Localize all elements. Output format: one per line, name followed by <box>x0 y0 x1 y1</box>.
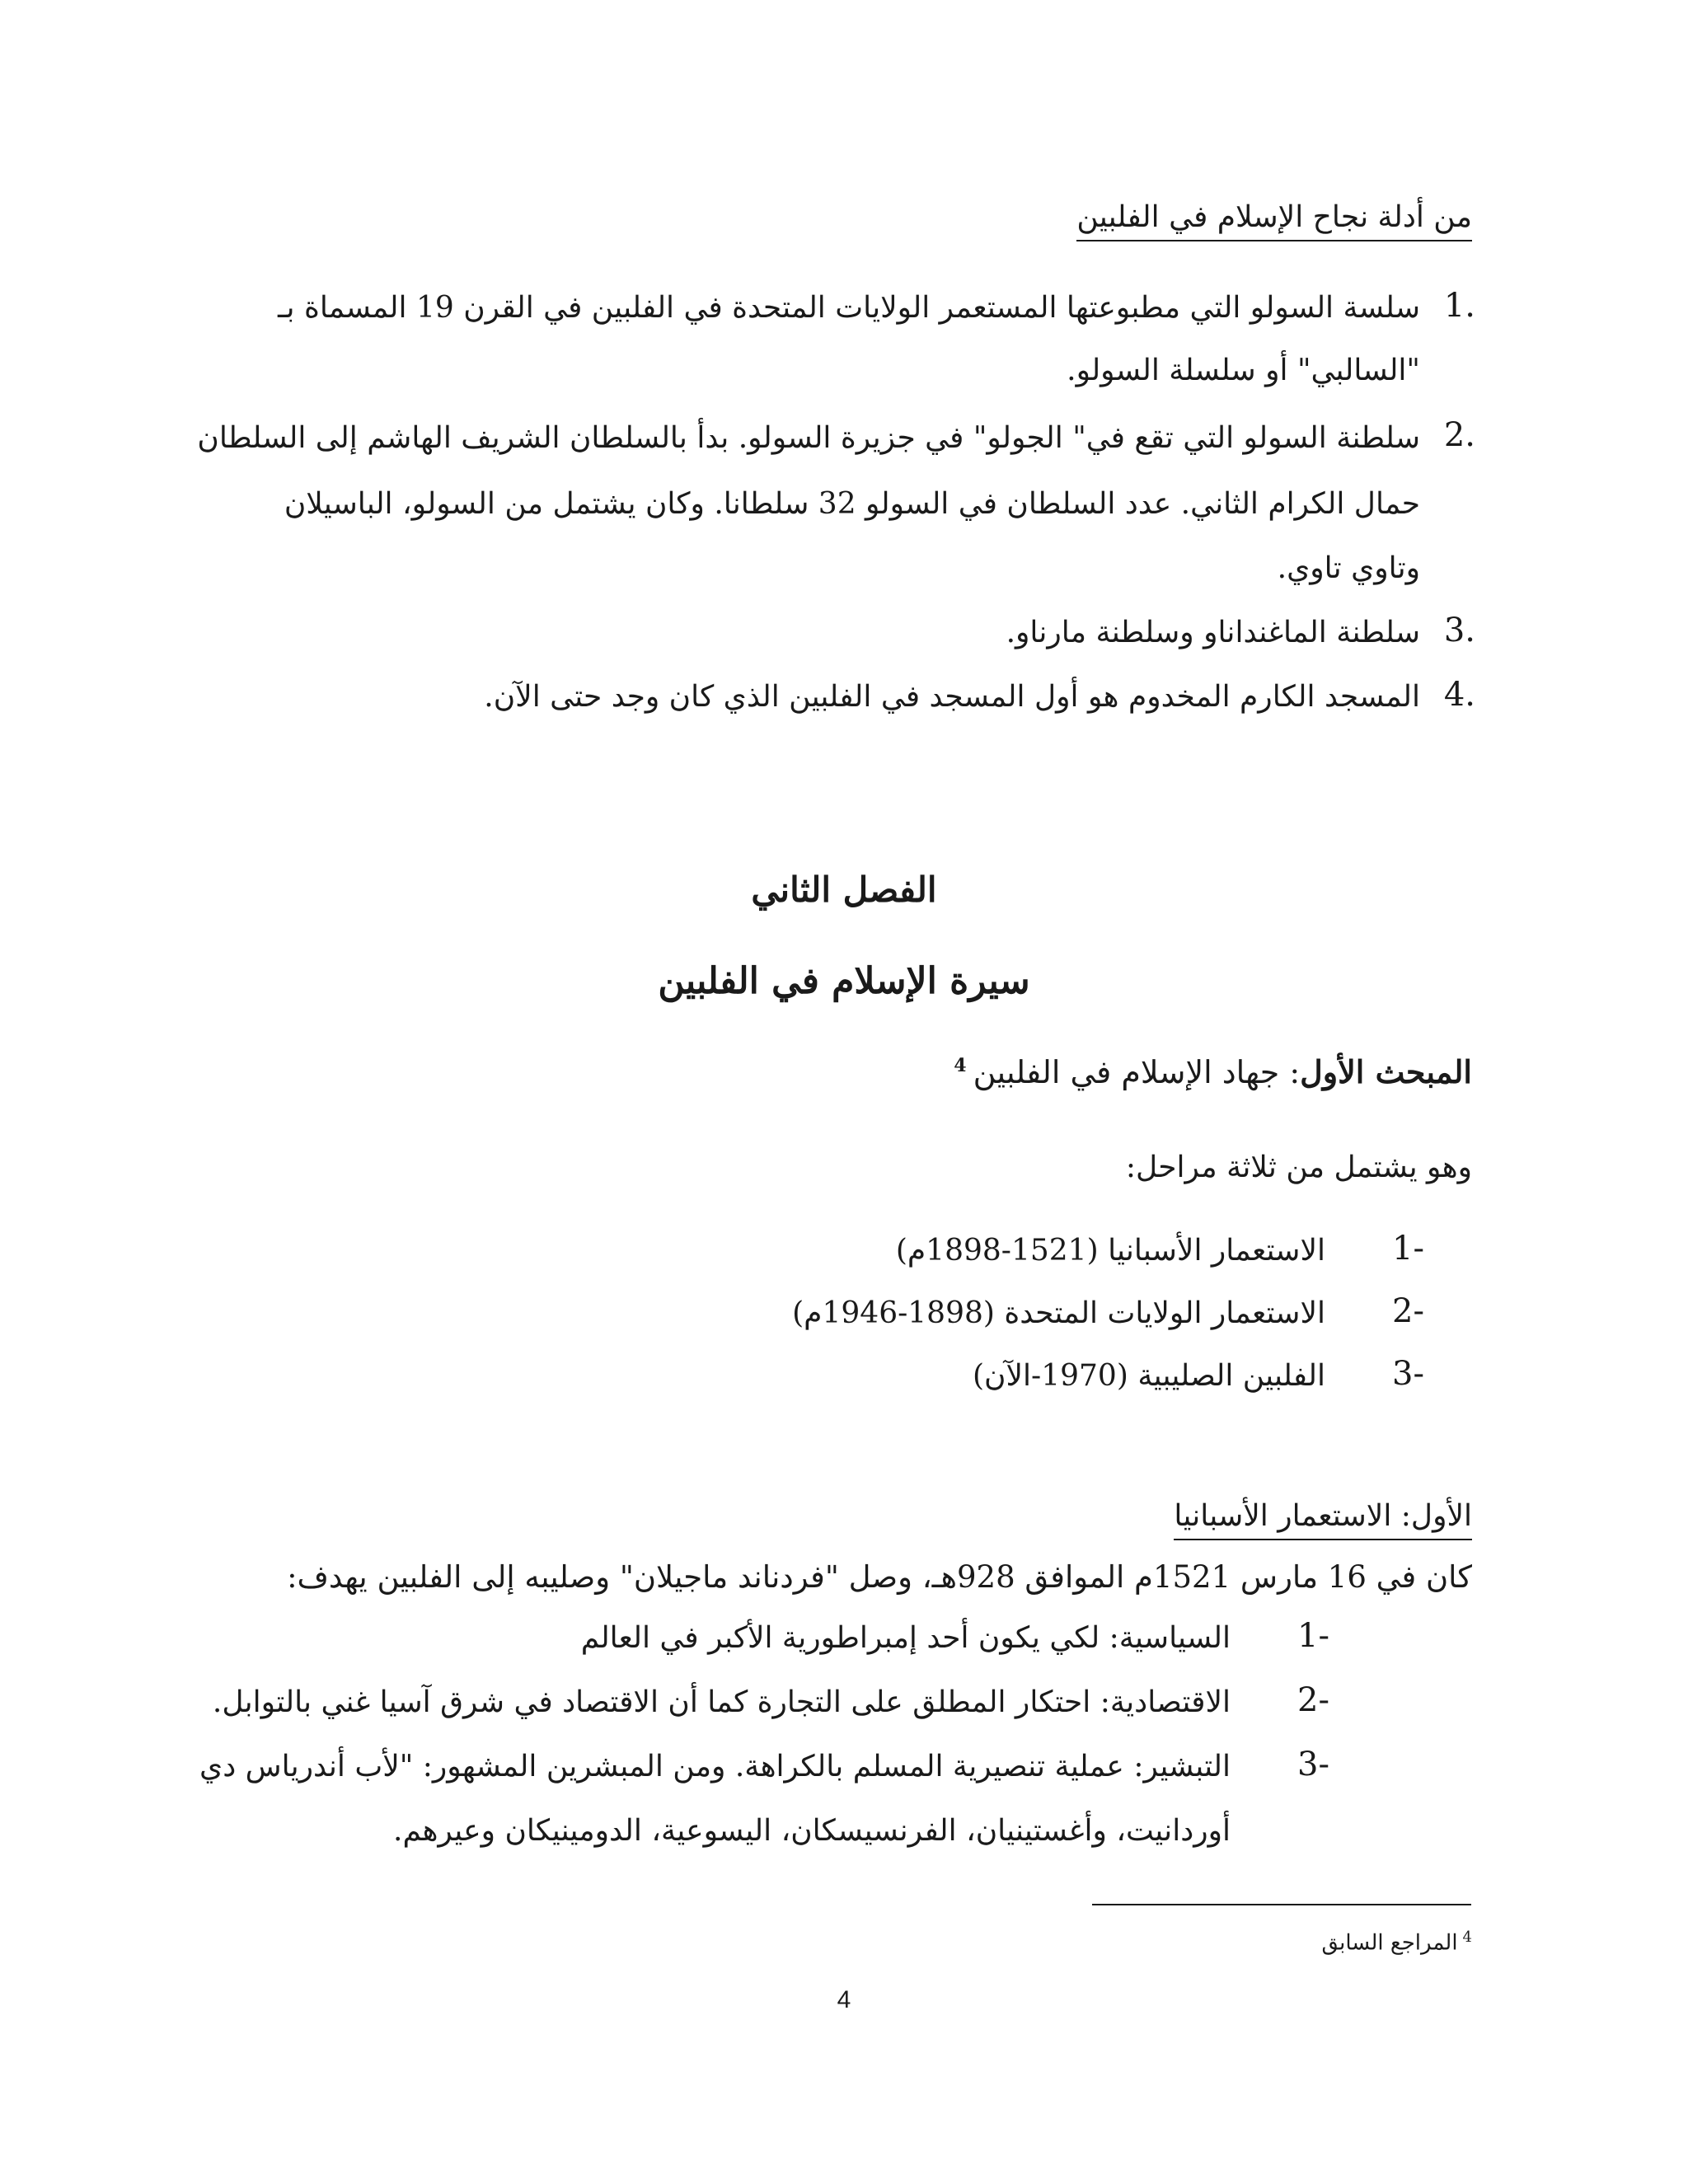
list-item-text: الفلبين الصليبية (1970-الآن) <box>973 1359 1325 1393</box>
list-item-text: الاستعمار الولايات المتحدة (1898-1946م) <box>792 1296 1325 1330</box>
subsection-title: الأول: الاستعمار الأسبانيا <box>1174 1498 1472 1540</box>
page-header: من أدلة نجاح الإسلام في الفلبين <box>1076 199 1472 241</box>
list-item-line: حمال الكرام الثاني. عدد السلطان في السولو 32 سلطانا. وكان يشتمل من السولو، الباسيلان <box>284 487 1420 521</box>
list-item-text: الاستعمار الأسبانيا (1521-1898م) <box>895 1234 1325 1268</box>
section-heading <box>954 1053 1472 1090</box>
list-item-line: وتاوي تاوي. <box>1277 551 1420 585</box>
list-item-line: التبشير: عملية تنصيرية المسلم بالكراهة. ومن المبشرين المشهور: "لأب أندرياس دي <box>199 1750 1231 1783</box>
page-number: 4 <box>837 1986 851 2013</box>
list-item-line: أوردانيت، وأغستينيان، الفرنسيسكان، اليسوعية، الدومينيكان وعيرهم. <box>393 1814 1231 1848</box>
list-item-line: سلطنة الماغنداناو وسلطنة مارناو. <box>1006 616 1420 649</box>
list-item-line: "السالبي" أو سلسلة السولو. <box>1067 354 1420 387</box>
list-item-line: سلسة السولو التي مطبوعتها المستعمر الولايات المتحدة في الفلبين في القرن 19 المسماة بـ <box>277 291 1420 325</box>
list-marker: 3- <box>1297 1746 1329 1783</box>
list-item-line: سلطنة السولو التي تقع في" الجولو" في جزيرة السولو. بدأ بالسلطان الشريف الهاشم إلى السلطان <box>197 421 1420 455</box>
chapter-subtitle: سيرة الإسلام في الفلبين <box>658 960 1030 1002</box>
list-item-line: المسجد الكارم المخدوم هو أول المسجد في الفلبين الذي كان وجد حتى الآن. <box>484 680 1420 714</box>
list-marker: 4. <box>1443 676 1475 714</box>
list-marker: 2- <box>1392 1292 1424 1330</box>
list-marker: 3. <box>1443 612 1475 649</box>
chapter-title: الفصل الثاني <box>751 869 937 910</box>
footnote-number: 4 <box>1462 1929 1472 1946</box>
list-marker: 1. <box>1443 287 1475 325</box>
intro-text: وهو يشتمل من ثلاثة مراحل: <box>1125 1151 1472 1184</box>
footnote-reference: 4 <box>954 1055 967 1077</box>
list-marker: 3- <box>1392 1355 1424 1393</box>
footnote <box>1321 1929 1472 1956</box>
list-marker: 1- <box>1297 1617 1329 1655</box>
list-marker: 1- <box>1392 1230 1424 1268</box>
section-label: المبحث الأول <box>1300 1053 1472 1090</box>
list-marker: 2- <box>1297 1681 1329 1719</box>
section-title: : جهاد الإسلام في الفلبين <box>973 1054 1301 1090</box>
list-item-line: السياسية: لكي يكون أحد إمبراطورية الأكبر في العالم <box>580 1621 1231 1655</box>
subsection-lead: كان في 16 مارس 1521م الموافق 928هـ، وصل "فردناند ماجيلان" وصليبه إلى الفلبين يهدف: <box>287 1559 1472 1595</box>
footnote-separator <box>1092 1904 1471 1905</box>
list-marker: 2. <box>1443 416 1475 454</box>
list-item-line: الاقتصادية: احتكار المطلق على التجارة كما أن الاقتصاد في شرق آسيا غني بالتوابل. <box>212 1685 1231 1719</box>
footnote-text: المراجع السابق <box>1321 1930 1458 1956</box>
